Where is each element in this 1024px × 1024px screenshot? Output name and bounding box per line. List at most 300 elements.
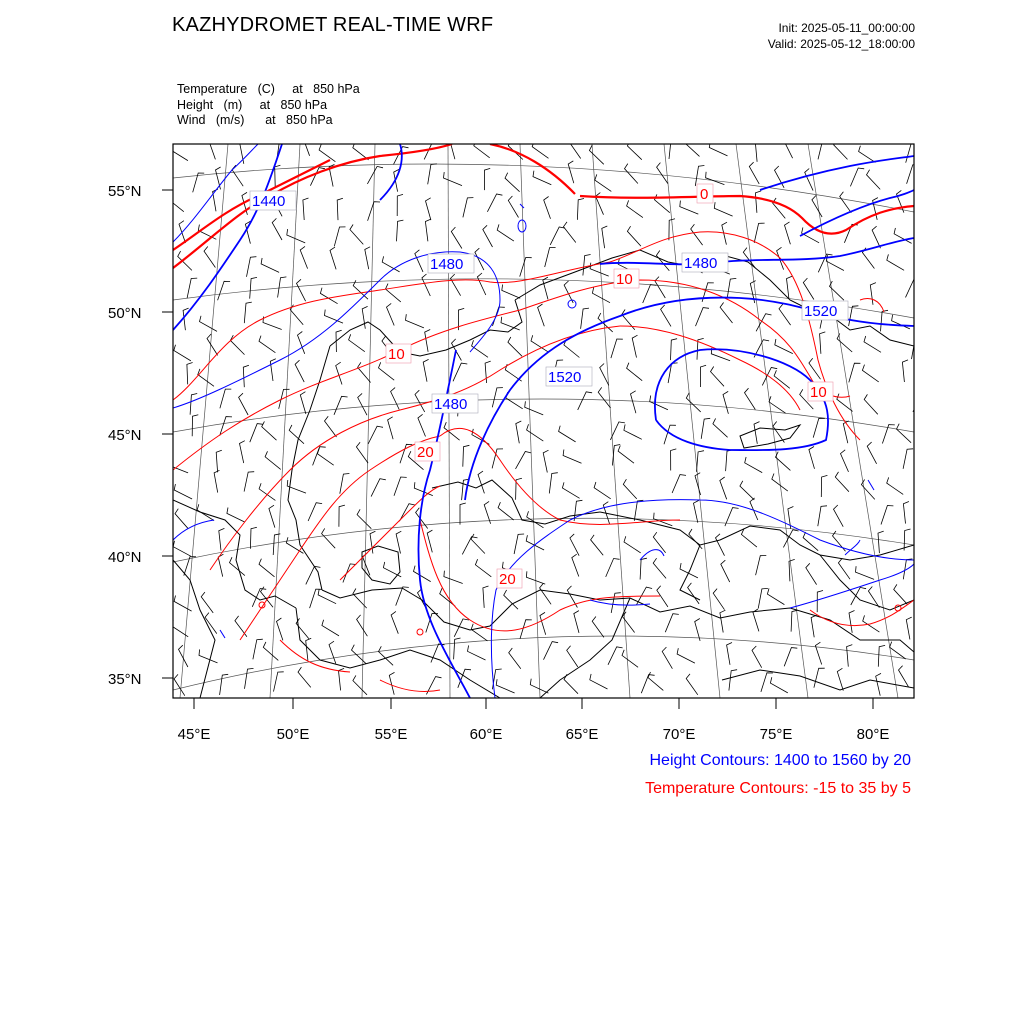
lat-labels (108, 183, 142, 688)
wind-barb (815, 642, 821, 664)
wind-barb (265, 451, 281, 469)
wind-barb (382, 256, 399, 272)
wind-barb (259, 559, 275, 577)
wind-barb (761, 673, 773, 692)
wind-barb (279, 389, 290, 409)
init-time: Init: 2025-05-11_00:00:00 (778, 21, 915, 35)
wind-barb (701, 418, 710, 439)
wind-barb (840, 192, 852, 213)
wind-barb (627, 226, 641, 246)
wind-barb (259, 336, 275, 353)
wind-barb (339, 505, 345, 527)
wind-barb (504, 590, 518, 609)
wind-barb (820, 332, 826, 354)
wind-barb (444, 172, 463, 186)
wind-barb (472, 340, 488, 357)
wind-barb (187, 278, 197, 298)
wind-barb (527, 511, 544, 528)
wind-barb (460, 503, 466, 525)
wind-barb (594, 482, 611, 499)
field-height: Height (m) at 850 hPa (177, 97, 328, 112)
wind-barb (686, 674, 698, 695)
wind-barb (706, 172, 725, 185)
wind-barb (549, 473, 558, 494)
wind-barb (805, 169, 813, 191)
wind-barb (627, 363, 643, 381)
wind-barb (672, 475, 686, 493)
wind-barb (680, 201, 699, 215)
wind-barb (400, 444, 412, 463)
wind-barb (533, 171, 551, 185)
wind-barb (870, 283, 876, 305)
wind-barb (353, 142, 369, 160)
wind-barb (415, 390, 425, 412)
wind-barb (475, 559, 491, 577)
wind-barb (426, 198, 431, 220)
lon-label-80: 80°E (856, 726, 890, 743)
wind-barb (353, 675, 367, 694)
wind-barb (370, 531, 375, 553)
height-label: 1520 (804, 303, 838, 320)
lon-ticks (194, 698, 873, 709)
wind-barb (602, 226, 608, 248)
wind-barb (767, 588, 784, 604)
wind-barb (769, 396, 786, 413)
wind-barb (477, 273, 485, 295)
wind-barb (720, 610, 726, 632)
wind-barb (543, 450, 548, 472)
wind-barb (811, 615, 816, 637)
wind-barb (525, 401, 544, 415)
wind-barb (383, 562, 401, 577)
wind-barb (723, 391, 728, 413)
wind-barb (623, 479, 637, 499)
lat-label-50: 50°N (108, 305, 142, 322)
wind-barb (624, 536, 641, 553)
temperature-label: 10 (388, 346, 405, 363)
wind-barb (200, 316, 218, 332)
wind-barb (743, 248, 755, 269)
wind-barb (463, 445, 470, 466)
wind-barb (325, 416, 337, 437)
wind-barb (758, 588, 768, 608)
wind-barb (592, 287, 610, 302)
wind-barb (590, 674, 608, 689)
wind-barb (379, 646, 394, 665)
wind-barb (357, 509, 371, 528)
wind-barb (814, 668, 825, 688)
wind-barb (622, 650, 638, 668)
wind-barb (664, 425, 676, 444)
wind-barb (423, 359, 428, 381)
wind-barb (656, 251, 669, 271)
wind-barb (483, 586, 489, 608)
wind-barb (244, 472, 254, 492)
wind-barb (397, 194, 403, 216)
lon-label-45: 45°E (177, 726, 211, 743)
wind-barb (713, 589, 724, 610)
wind-barb (277, 618, 283, 640)
wind-barb (818, 506, 827, 526)
wind-barb (356, 442, 368, 463)
wind-barb (741, 529, 757, 547)
wind-barb (564, 674, 578, 694)
wind-barb (263, 317, 282, 330)
wind-barb (297, 279, 306, 301)
wind-barb (245, 668, 254, 688)
wind-barb (349, 334, 365, 351)
wind-barb (608, 647, 623, 665)
wind-barb (813, 418, 825, 437)
wind-barb (887, 254, 904, 270)
wind-barb (727, 278, 736, 298)
wind-barb (483, 225, 493, 247)
lon-label-75: 75°E (759, 726, 793, 743)
wind-barb (329, 641, 336, 663)
height-label: 1480 (430, 256, 464, 273)
wind-barb (784, 648, 797, 667)
wind-barb (544, 642, 559, 660)
wind-barb (303, 134, 310, 156)
wind-barb (287, 229, 305, 243)
wind-barb (367, 166, 383, 184)
wind-barb (235, 616, 247, 637)
wind-barb (506, 392, 523, 409)
wind-barb (569, 138, 580, 159)
wind-barb (745, 457, 763, 473)
wind-barb (362, 306, 367, 328)
wind-barb (475, 248, 484, 270)
wind-barb (789, 559, 795, 581)
wind-barb (219, 528, 225, 550)
wind-barb (310, 589, 322, 608)
wind-barb (368, 426, 383, 444)
wind-barb (570, 534, 579, 556)
wind-barb (562, 482, 579, 498)
wind-barb (697, 451, 705, 472)
lat-ticks (162, 190, 173, 678)
wind-barb (498, 502, 514, 520)
wind-barb (677, 648, 695, 663)
wind-barb (837, 668, 843, 690)
wind-barb (754, 422, 760, 444)
height-label: 1440 (252, 193, 286, 210)
wind-barb (903, 449, 913, 469)
wind-barb (538, 304, 545, 326)
wind-barb (244, 302, 252, 323)
wind-barb (912, 339, 922, 359)
wind-barb (581, 308, 589, 329)
wind-barb (691, 224, 703, 245)
wind-barb (862, 365, 878, 382)
wind-barb (856, 566, 875, 579)
wind-barb (170, 460, 189, 473)
wind-barb (817, 591, 823, 613)
wind-barb (634, 500, 643, 521)
wind-barb (396, 587, 409, 606)
wind-barb (632, 335, 637, 357)
wind-barb (450, 137, 455, 159)
wind-barb (887, 477, 904, 494)
wind-barb (468, 645, 486, 660)
wind-barb (740, 481, 754, 500)
wind-barb (720, 477, 727, 499)
wind-barb (334, 227, 345, 246)
wind-barb (253, 639, 263, 659)
wind-barb (685, 138, 700, 157)
wind-barb (201, 592, 213, 613)
wind-barb (317, 448, 333, 465)
wind-barb (428, 164, 437, 184)
wind-barb (453, 363, 467, 381)
wind-barb (389, 672, 394, 694)
wind-barb (516, 421, 522, 443)
wind-barb (396, 531, 401, 553)
wind-barb (319, 144, 335, 161)
wind-barb (867, 170, 881, 190)
wind-barb (913, 394, 928, 412)
wind-barb (834, 140, 848, 160)
lat-label-35: 35°N (108, 671, 142, 688)
wind-barb (755, 140, 761, 162)
wind-barb (272, 218, 282, 240)
wind-barb (592, 617, 604, 638)
wind-barb (322, 620, 339, 636)
wind-barb (337, 198, 343, 220)
lon-label-50: 50°E (276, 726, 310, 743)
wind-barb (306, 638, 312, 660)
wind-barb (269, 505, 275, 527)
wind-barb (218, 281, 231, 300)
wind-barb (589, 145, 603, 164)
wind-barb (197, 504, 214, 520)
wind-barb (444, 571, 463, 584)
wind-barb (841, 450, 849, 472)
wind-barb (686, 393, 700, 412)
wind-barb (230, 557, 245, 575)
wind-barb (451, 274, 461, 296)
lon-label-55: 55°E (374, 726, 408, 743)
wind-barb (545, 248, 556, 268)
wind-barb (754, 223, 764, 243)
wind-barb (425, 219, 431, 241)
wind-barb (713, 418, 728, 437)
map-frame (173, 144, 914, 698)
wind-barb (295, 360, 304, 382)
lat-label-45: 45°N (108, 427, 142, 444)
wind-barb (618, 446, 634, 464)
wind-barb (497, 224, 514, 241)
wind-barb (850, 168, 864, 186)
wind-barb (876, 673, 881, 695)
wind-barb (752, 646, 762, 668)
temperature-label: 10 (616, 271, 633, 288)
wind-barbs (168, 134, 928, 696)
wind-barb (300, 246, 307, 268)
wind-barb (174, 484, 192, 499)
wind-barb (209, 137, 216, 159)
wind-barb (216, 167, 221, 189)
wind-barb (452, 339, 462, 361)
wind-barb (695, 166, 704, 187)
height-label: 1520 (548, 369, 582, 386)
wind-barb (303, 198, 309, 220)
wind-barb (564, 222, 576, 243)
wind-barb (643, 285, 657, 303)
wind-barb (583, 255, 591, 276)
wind-barb (250, 424, 263, 443)
wind-barb (501, 317, 520, 330)
wind-barb (785, 222, 791, 244)
wind-barb (330, 247, 336, 269)
wind-barb (250, 277, 257, 298)
valid-time: Valid: 2025-05-12_18:00:00 (767, 37, 915, 51)
wind-barb (387, 303, 395, 325)
wind-barb (859, 146, 876, 163)
wind-barb (425, 330, 431, 352)
wind-barb (422, 274, 430, 296)
wind-barb (770, 677, 787, 693)
wind-barb (259, 483, 275, 500)
wind-barb (878, 645, 885, 666)
wind-barb (849, 306, 859, 326)
wind-barb (247, 257, 257, 277)
wind-barb (173, 541, 191, 556)
field-temperature: Temperature (C) at 850 hPa (177, 82, 360, 96)
wind-barb (478, 471, 484, 493)
wind-barb (653, 558, 666, 578)
wind-barb (625, 164, 638, 184)
wind-barb (849, 363, 861, 382)
wind-barb (308, 503, 322, 521)
wind-barb (872, 226, 880, 248)
wind-barb (720, 303, 732, 324)
wind-barb (745, 388, 756, 409)
wind-barb (306, 566, 321, 584)
wind-barb (298, 332, 305, 354)
wind-barb (540, 612, 546, 634)
wind-barb (756, 556, 767, 576)
wind-barb (289, 425, 304, 444)
wind-barb (559, 426, 576, 442)
wind-barb (516, 452, 532, 469)
wind-barb (689, 529, 702, 549)
temperature-label: 20 (417, 444, 434, 461)
field-wind: Wind (m/s) at 850 hPa (177, 113, 333, 127)
wind-barb (239, 393, 249, 415)
wind-barb (696, 308, 710, 327)
wind-barb (322, 528, 336, 548)
wind-barb (353, 280, 368, 299)
wind-barb (610, 422, 625, 440)
wind-barb (474, 140, 490, 158)
wind-barb (540, 583, 552, 604)
wind-barb (379, 362, 395, 380)
wind-barb (526, 535, 544, 550)
wind-barb (484, 501, 490, 523)
wind-barb (190, 394, 197, 415)
wind-barb (502, 285, 520, 299)
wind-barb (662, 647, 672, 669)
height-label: 1480 (684, 255, 718, 272)
wind-barb (867, 442, 876, 464)
wind-barb (680, 563, 698, 578)
wind-barb (881, 506, 893, 525)
wind-barb (818, 140, 829, 160)
wind-barb (851, 587, 866, 605)
wind-barb (520, 258, 532, 277)
wind-barb (714, 202, 732, 216)
wind-barb (216, 450, 222, 472)
wind-barb (606, 559, 620, 577)
lon-labels (178, 726, 890, 743)
wind-barb (487, 194, 502, 212)
wind-barb (274, 672, 284, 692)
wind-barb (531, 335, 548, 352)
wind-barb (563, 450, 581, 464)
wind-barb (669, 138, 677, 159)
wind-barb (803, 278, 814, 299)
wind-barb (694, 500, 699, 522)
wind-barb (199, 649, 218, 663)
wind-barb (406, 314, 424, 328)
wind-barb (624, 424, 642, 439)
wind-barb (899, 666, 909, 688)
wind-barb (318, 589, 336, 604)
temperature-legend: Temperature Contours: -15 to 35 by 5 (645, 780, 911, 797)
wind-barb (784, 136, 793, 158)
wind-barb (496, 679, 514, 693)
wind-barb (577, 199, 584, 220)
wind-barb (240, 441, 245, 463)
wind-barb (834, 505, 844, 527)
lat-label-40: 40°N (108, 549, 142, 566)
wind-barb (509, 648, 521, 669)
wind-barb (700, 365, 706, 387)
height-contours (173, 144, 914, 698)
wind-barb (508, 196, 518, 218)
wind-barb (343, 564, 356, 583)
wind-barb (505, 173, 520, 192)
wind-barb (462, 537, 477, 555)
wind-barb (415, 250, 423, 272)
map-title: KAZHYDROMET REAL-TIME WRF (172, 14, 494, 36)
height-label: 1480 (434, 396, 468, 413)
wind-barb (821, 475, 827, 497)
graticule (173, 144, 914, 698)
wind-barb (516, 478, 522, 500)
wind-barb (290, 305, 303, 325)
wind-barb (365, 247, 370, 269)
lon-label-70: 70°E (662, 726, 696, 743)
wind-barb (835, 472, 849, 492)
wind-barb (371, 479, 386, 497)
wind-barb (721, 560, 730, 582)
wind-barb (567, 646, 578, 667)
temperature-label: 10 (810, 384, 827, 401)
wind-barb (192, 415, 198, 437)
wind-barb (878, 531, 884, 553)
wind-barb (391, 611, 398, 633)
wind-barb (485, 168, 491, 190)
wind-barb (227, 508, 245, 523)
wind-barb (861, 480, 874, 500)
wind-barb (550, 227, 565, 245)
wind-barb (520, 620, 532, 639)
wind-barb (175, 509, 188, 529)
wind-barb (263, 642, 278, 661)
wind-barb (755, 191, 761, 213)
